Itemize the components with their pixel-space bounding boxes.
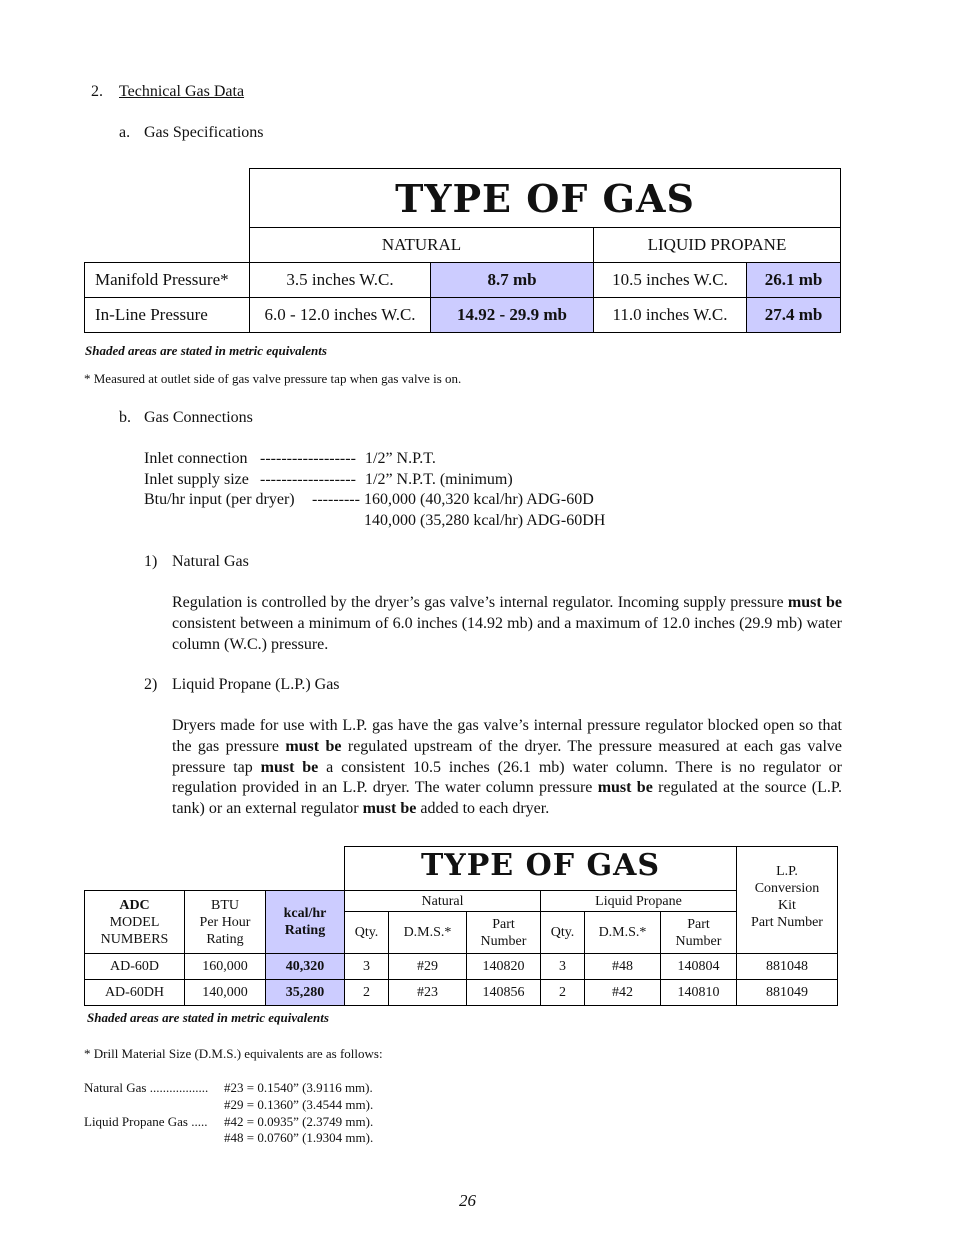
lp-gas-paragraph: Dryers made for use with L.P. gas have the gas valve’s internal pressure regulator blocked open so that the gas pressure must be regulated upstream of the dryer. The pressure measured at each gas valve pressure tap must be a consistent 10.5 inches (26.1 mb) water column. There is no regulator or regulation provided in an L.P. dryer. The water column pressure must be regulated at the source (L.P. tank) or an external regulator must be added to each dryer. xyxy=(172,717,843,818)
table1-title: TYPE OF GAS xyxy=(250,169,841,228)
connection-value: 160,000 (40,320 kcal/hr) ADG-60D xyxy=(364,491,594,508)
dms-label: Natural Gas .................. xyxy=(84,1080,209,1095)
connection-label: Btu/hr input (per dryer) xyxy=(144,491,295,508)
sub-a-title: Gas Specifications xyxy=(144,124,264,141)
natural-header: NATURAL xyxy=(250,228,594,263)
table2-title: TYPE OF GAS xyxy=(345,847,737,891)
gas-pressure-table xyxy=(84,168,841,333)
section-title: Technical Gas Data xyxy=(119,83,245,100)
section-number: 2. xyxy=(91,83,103,100)
dms-value: #29 = 0.1360” (3.4544 mm). xyxy=(224,1097,374,1112)
shade-note: Shaded areas are stated in metric equivalents xyxy=(87,1010,329,1025)
connection-value: 140,000 (35,280 kcal/hr) ADG-60DH xyxy=(364,512,606,529)
dms-value: #48 = 0.0760” (1.9304 mm). xyxy=(224,1130,374,1145)
table-row: AD-60D 160,000 40,320 3 #29 140820 3 #48 140804 881048 xyxy=(85,954,838,980)
shade-note: Shaded areas are stated in metric equivalents xyxy=(85,343,327,358)
dms-value: #42 = 0.0935” (2.3749 mm). xyxy=(224,1114,374,1129)
connection-value: 1/2” N.P.T. xyxy=(365,450,436,467)
btu-header: BTU Per Hour Rating xyxy=(185,891,266,954)
dms-value: #23 = 0.1540” (3.9116 mm). xyxy=(224,1080,373,1095)
table-row: Manifold Pressure* 3.5 inches W.C. 8.7 mb 10.5 inches W.C. 26.1 mb xyxy=(85,263,841,298)
table-row: In-Line Pressure 6.0 - 12.0 inches W.C. 14.92 - 29.9 mb 11.0 inches W.C. 27.4 mb xyxy=(85,298,841,333)
connection-label: Inlet supply size xyxy=(144,471,249,488)
connection-dashes: --------- xyxy=(312,491,360,508)
dms-intro: * Drill Material Size (D.M.S.) equivalents are as follows: xyxy=(84,1046,383,1061)
lp-gas-title: Liquid Propane (L.P.) Gas xyxy=(172,676,340,693)
connection-dashes: ------------------ xyxy=(260,471,356,488)
dms-label: Liquid Propane Gas ..... xyxy=(84,1114,208,1129)
lp-header: Liquid Propane xyxy=(541,891,737,912)
lp-header: LIQUID PROPANE xyxy=(594,228,841,263)
kit-header: L.P. Conversion Kit Part Number xyxy=(737,847,838,954)
kcal-header: kcal/hr Rating xyxy=(266,891,345,954)
table-row: AD-60DH 140,000 35,280 2 #23 140856 2 #42 140810 881049 xyxy=(85,980,838,1006)
natural-gas-title: Natural Gas xyxy=(172,553,249,570)
natural-header: Natural xyxy=(345,891,541,912)
sub-b-title: Gas Connections xyxy=(144,409,253,426)
adc-header: ADC MODEL NUMBERS xyxy=(85,891,185,954)
sub-a-label: a. xyxy=(119,124,131,141)
natural-gas-paragraph: Regulation is controlled by the dryer’s gas valve’s internal regulator. Incoming supply pressure must be consistent between a minimum of 6.0 inches (14.92 mb) and a maximum of 12.0 inches (29.9 mb) water column (W.C.) pressure. xyxy=(172,594,843,653)
connection-value: 1/2” N.P.T. (minimum) xyxy=(365,471,513,488)
model-gas-table: TYPE OF GAS L.P. Conversion Kit Part Number ADC MODEL NUMBERS BTU Per Hour Rating kcal/hr Rating Natural Liquid Propane Qty. D.M.S.* Part Number Qty. D.M.S.* Part Number AD-60D 160,000 40,320 3 #29 140820 3 #48 140804 881048 AD-60DH 140,000 35,280 2 #23 140856 2 #42 140810 881049 xyxy=(84,846,838,1006)
connection-dashes: ------------------ xyxy=(260,450,356,467)
sub-b-label: b. xyxy=(119,409,131,426)
connection-label: Inlet connection xyxy=(144,450,248,467)
natural-gas-label: 1) xyxy=(144,553,158,570)
lp-gas-label: 2) xyxy=(144,676,158,693)
table1-footnote: * Measured at outlet side of gas valve pressure tap when gas valve is on. xyxy=(84,371,462,386)
page-number: 26 xyxy=(459,1191,476,1210)
